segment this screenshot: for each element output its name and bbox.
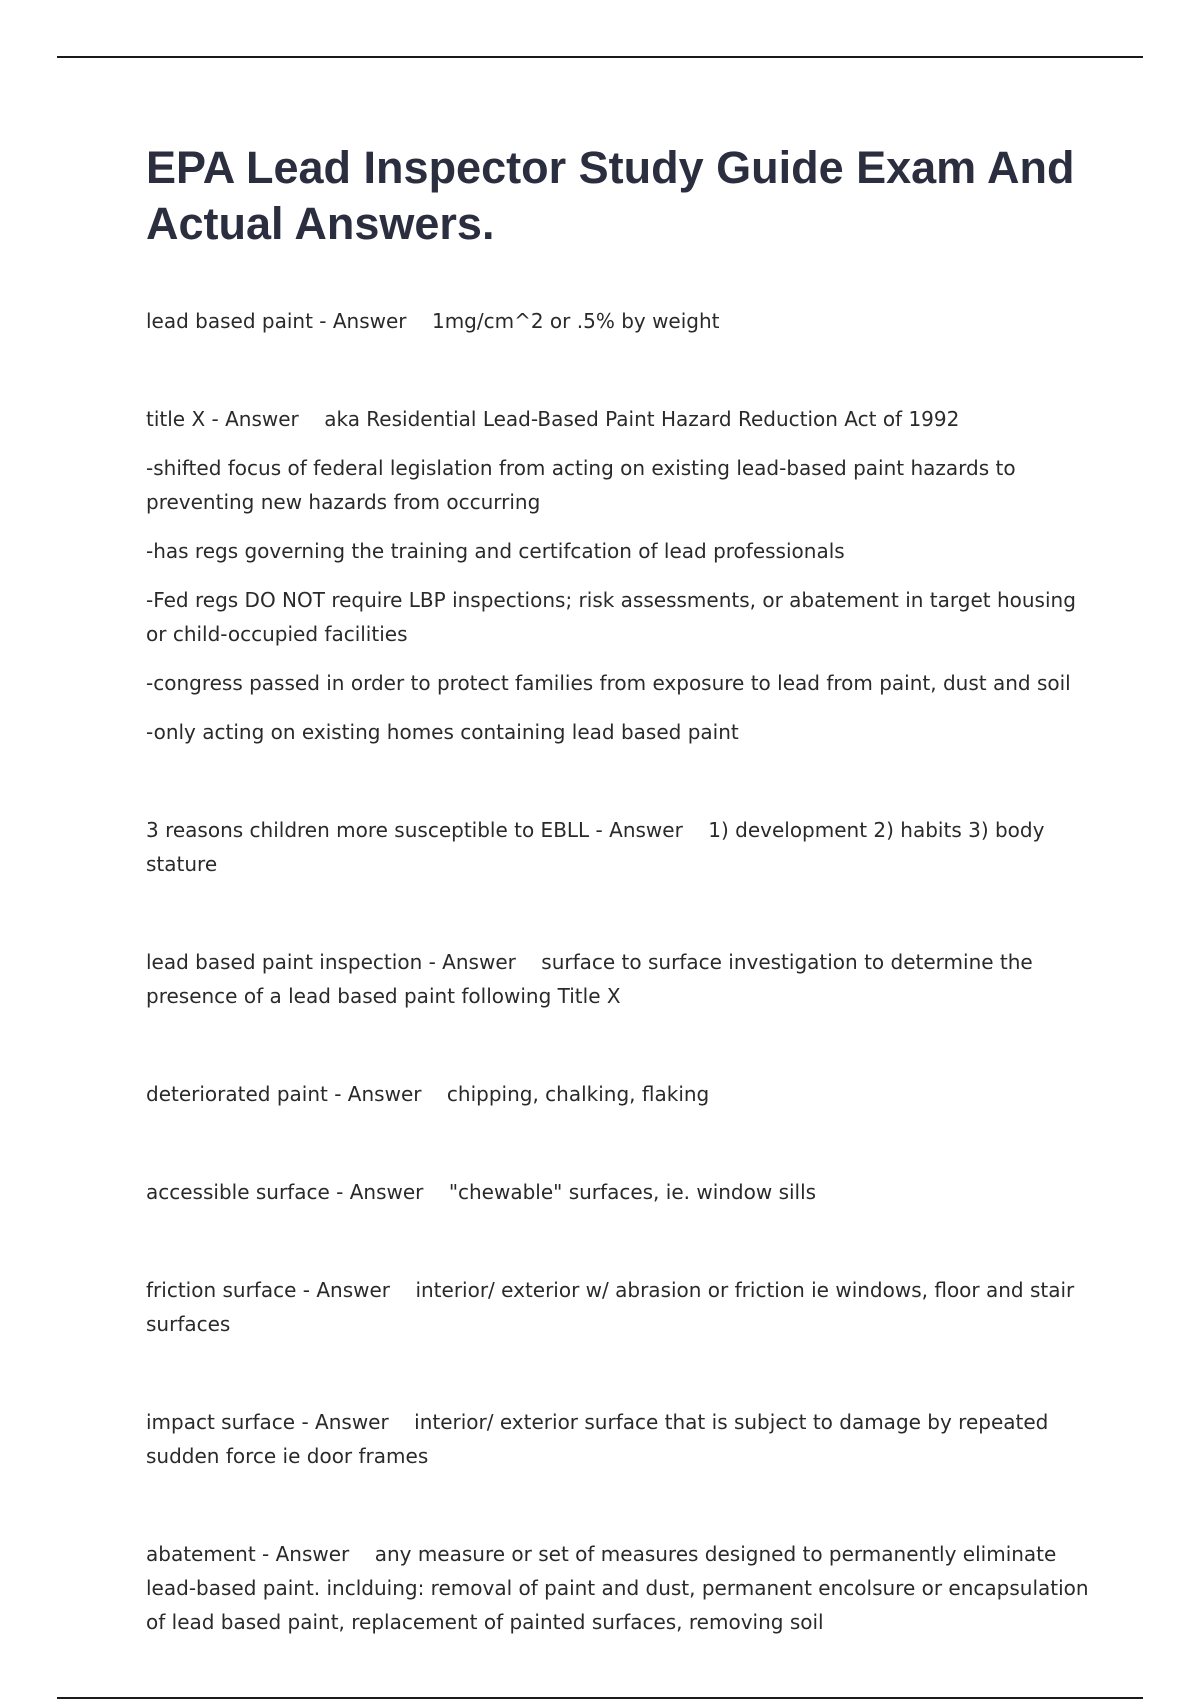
answer-separator: - Answer — [255, 1542, 375, 1566]
qa-note: -Fed regs DO NOT require LBP inspections; risk assessments, or abatement in target housing or child-occupied facilities — [146, 588, 1076, 646]
qa-answer: chipping, chalking, flaking — [446, 1082, 710, 1106]
qa-term: impact surface — [146, 1410, 296, 1434]
qa-entry — [146, 1537, 1096, 1639]
answer-separator: - Answer — [329, 1180, 449, 1204]
qa-note: -shifted focus of federal legislation from acting on existing lead-based paint hazards to preventing new hazards from occurring — [146, 456, 1016, 514]
answer-separator: - Answer — [312, 309, 432, 333]
document-page — [146, 140, 1096, 1703]
qa-answer: interior/ exterior surface that is subject to damage by repeated sudden force ie door frames — [146, 1410, 1049, 1468]
qa-line — [146, 1537, 1096, 1639]
qa-answer: surface to surface investigation to determine the presence of a lead based paint following Title X — [146, 950, 1033, 1008]
answer-separator: - Answer — [205, 407, 325, 431]
qa-answer: 1) development 2) habits 3) body stature — [146, 818, 1045, 876]
qa-entry — [146, 1273, 1096, 1341]
qa-answer: any measure or set of measures designed to permanently eliminate lead-based paint. inclduing: removal of paint and dust, permanent encolsure or encapsulation of lead based paint, replacement of painted surfaces, removing soil — [146, 1542, 1089, 1634]
qa-term: accessible surface — [146, 1180, 330, 1204]
qa-term: deteriorated paint — [146, 1082, 328, 1106]
answer-separator: - Answer — [422, 950, 542, 974]
answer-separator: - Answer — [296, 1278, 416, 1302]
answer-separator: - Answer — [589, 818, 709, 842]
qa-answer: 1mg/cm^2 or .5% by weight — [431, 309, 720, 333]
qa-term: title X — [146, 407, 206, 431]
footer-rule — [57, 1697, 1143, 1699]
qa-note: -only acting on existing homes containing lead based paint — [146, 720, 739, 744]
qa-entry — [146, 1077, 1096, 1111]
qa-note: -has regs governing the training and certifcation of lead professionals — [146, 539, 845, 563]
qa-answer: interior/ exterior w/ abrasion or friction ie windows, floor and stair surfaces — [146, 1278, 1075, 1336]
qa-line — [146, 1077, 1096, 1111]
qa-line — [146, 1175, 1096, 1209]
qa-line — [146, 304, 1096, 338]
qa-entry — [146, 813, 1096, 881]
qa-term: 3 reasons children more susceptible to EBLL — [146, 818, 590, 842]
answer-separator: - Answer — [295, 1410, 415, 1434]
qa-term: lead based paint — [146, 309, 313, 333]
qa-line — [146, 402, 1096, 436]
qa-term: friction surface — [146, 1278, 297, 1302]
header-rule — [57, 56, 1143, 58]
qa-line — [146, 945, 1096, 1013]
qa-list — [146, 304, 1096, 1639]
qa-note: -congress passed in order to protect families from exposure to lead from paint, dust and soil — [146, 671, 1071, 695]
qa-term: abatement — [146, 1542, 256, 1566]
qa-entry — [146, 1175, 1096, 1209]
qa-term: lead based paint inspection — [146, 950, 423, 974]
qa-answer: "chewable" surfaces, ie. window sills — [448, 1180, 817, 1204]
qa-answer: aka Residential Lead-Based Paint Hazard Reduction Act of 1992 — [324, 407, 960, 431]
qa-line — [146, 813, 1096, 881]
qa-line — [146, 1273, 1096, 1341]
document-title: EPA Lead Inspector Study Guide Exam And Actual Answers. — [146, 142, 1075, 249]
qa-line — [146, 1405, 1096, 1473]
qa-entry — [146, 1405, 1096, 1473]
qa-entry — [146, 402, 1096, 749]
qa-entry — [146, 945, 1096, 1013]
answer-separator: - Answer — [327, 1082, 447, 1106]
qa-entry — [146, 304, 1096, 338]
